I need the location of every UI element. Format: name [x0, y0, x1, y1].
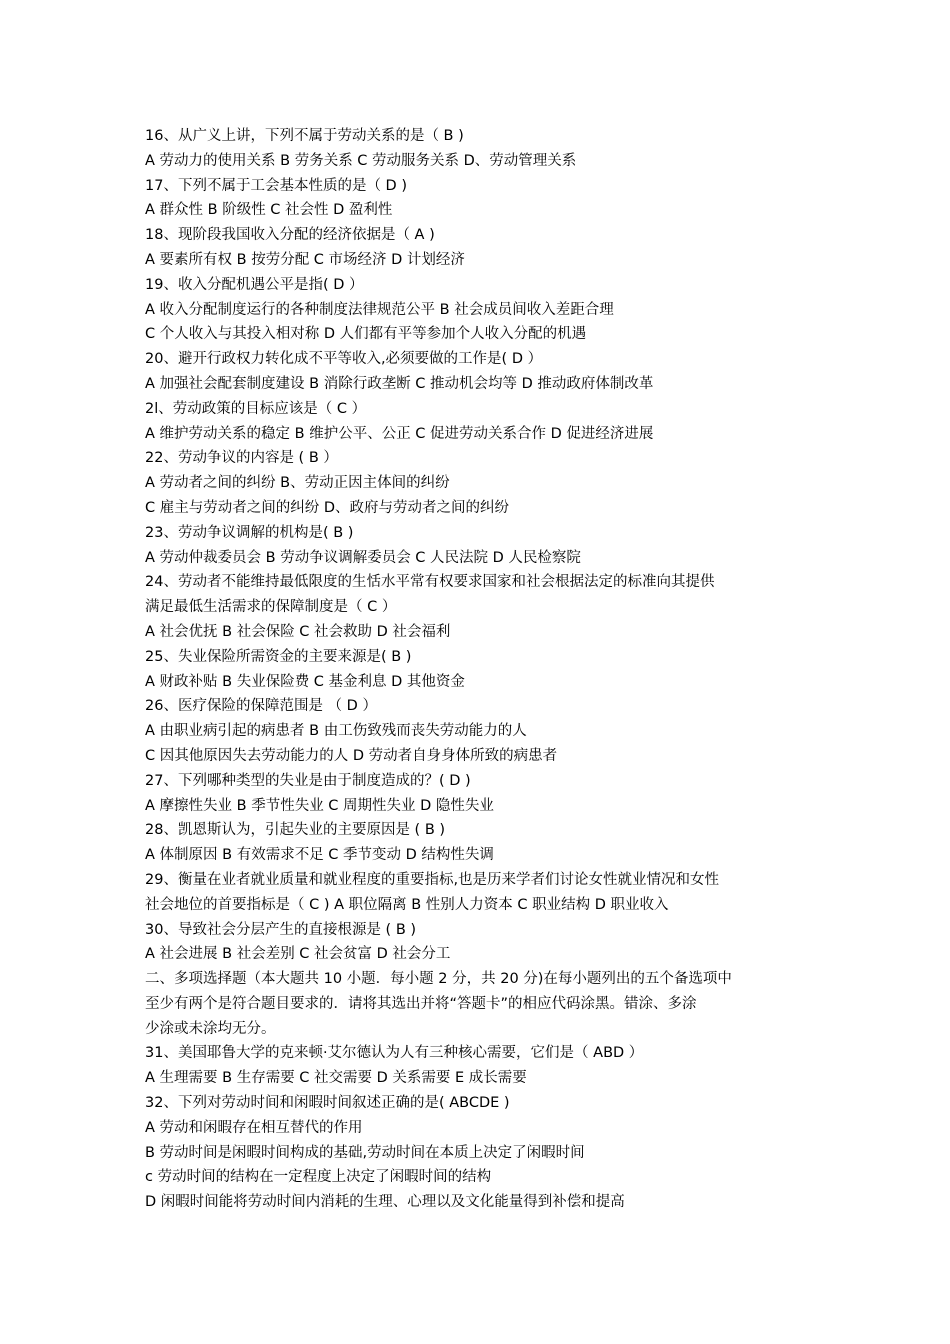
line-30-options: A 社会进展 B 社会差别 C 社会贫富 D 社会分工	[145, 946, 451, 963]
line-29-question-part1: 29、衡量在业者就业质量和就业程度的重要指标,也是历来学者们讨论女性就业情况和女性	[145, 871, 720, 888]
line-32-option-d: D 闲暇时间能将劳动时间内消耗的生理、心理以及文化能量得到补偿和提高	[145, 1194, 625, 1211]
line-18-options: A 要素所有权 B 按劳分配 C 市场经济 D 计划经济	[145, 251, 465, 268]
line-32-option-a: A 劳动和闲暇存在相互替代的作用	[145, 1119, 363, 1136]
line-26-options-a: A 由职业病引起的病患者 B 由工伤致残而丧失劳动能力的人	[145, 723, 527, 740]
line-16-options: A 劳动力的使用关系 B 劳务关系 C 劳动服务关系 D、劳动管理关系	[145, 152, 577, 169]
line-25-question: 25、失业保险所需资金的主要来源是( B )	[145, 648, 412, 665]
line-31-question: 31、美国耶鲁大学的克来顿·艾尔德认为人有三种核心需要，它们是（ ABD ）	[145, 1045, 644, 1062]
line-26-options-c: C 因其他原因失去劳动能力的人 D 劳动者自身身体所致的病患者	[145, 747, 558, 764]
line-21-question: 2l、劳动政策的目标应该是（ C ）	[145, 400, 367, 417]
line-23-options: A 劳动仲裁委员会 B 劳动争议调解委员会 C 人民法院 D 人民检察院	[145, 549, 581, 566]
line-28-question: 28、凯恩斯认为，引起失业的主要原因是 ( B )	[145, 822, 446, 839]
line-17-question: 17、下列不属于工会基本性质的是（ D )	[145, 177, 407, 194]
line-32-option-b: B 劳动时间是闲暇时间构成的基础,劳动时间在本质上决定了闲暇时间	[145, 1144, 585, 1161]
line-32-option-c: c 劳动时间的结构在一定程度上决定了闲暇时间的结构	[145, 1169, 492, 1186]
line-26-question: 26、医疗保险的保障范围是 （ D ）	[145, 698, 377, 715]
line-23-question: 23、劳动争议调解的机构是( B )	[145, 524, 354, 541]
line-24-question-part1: 24、劳动者不能维持最低限度的生恬水平常有权要求国家和社会根据法定的标准向其提供	[145, 574, 715, 591]
line-30-question: 30、导致社会分层产生的直接根源是 ( B )	[145, 921, 417, 938]
line-22-options-a: A 劳动者之间的纠纷 B、劳动正因主体间的纠纷	[145, 475, 450, 492]
section-2-heading-part1: 二、多项选择题（本大题共 10 小题．每小题 2 分，共 20 分)在每小题列出的五个备选项中	[145, 971, 732, 988]
line-24-options: A 社会优抚 B 社会保险 C 社会救助 D 社会福利	[145, 623, 451, 640]
line-19-question: 19、收入分配机遇公平是指( D ）	[145, 276, 364, 293]
line-29-question-part2: 社会地位的首要指标是（ C ) A 职位隔离 B 性别人力资本 C 职业结构 D 职业收入	[145, 896, 669, 913]
line-16-question: 16、从广义上讲，下列不属于劳动关系的是（ B )	[145, 128, 464, 144]
section-2-heading-part3: 少涂或未涂均无分。	[145, 1020, 276, 1037]
line-24-question-part2: 满足最低生活需求的保障制度是（ C ）	[145, 599, 397, 616]
line-21-options: A 维护劳动关系的稳定 B 维护公平、公正 C 促进劳动关系合作 D 促进经济进展	[145, 425, 654, 442]
line-18-question: 18、现阶段我国收入分配的经济依据是（ A )	[145, 227, 435, 244]
line-17-options: A 群众性 B 阶级性 C 社会性 D 盈利性	[145, 202, 393, 219]
line-19-options-c: C 个人收入与其投入相对称 D 人们都有平等参加个人收入分配的机遇	[145, 326, 587, 343]
line-28-options: A 体制原因 B 有效需求不足 C 季节变动 D 结构性失调	[145, 847, 494, 864]
line-27-question: 27、下列哪种类型的失业是由于制度造成的？( D )	[145, 772, 471, 789]
line-27-options: A 摩擦性失业 B 季节性失业 C 周期性失业 D 隐性失业	[145, 797, 494, 814]
line-31-options: A 生理需要 B 生存需要 C 社交需要 D 关系需要 E 成长需要	[145, 1070, 527, 1087]
line-25-options: A 财政补贴 B 失业保险费 C 基金利息 D 其他资金	[145, 673, 465, 690]
section-2-heading-part2: 至少有两个是符合题目要求的．请将其选出并将“答题卡”的相应代码涂黑。错涂、多涂	[145, 995, 697, 1012]
document-body	[145, 124, 810, 1215]
line-22-options-c: C 雇主与劳动者之间的纠纷 D、政府与劳动者之间的纠纷	[145, 499, 510, 516]
line-32-question: 32、下列对劳动时间和闲暇时间叙述正确的是( ABCDE )	[145, 1095, 510, 1112]
line-22-question: 22、劳动争议的内容是 ( B ）	[145, 450, 338, 467]
line-20-question: 20、避开行政权力转化成不平等收入,必须要做的工作是( D ）	[145, 351, 543, 368]
line-20-options: A 加强社会配套制度建设 B 消除行政垄断 C 推动机会均等 D 推动政府体制改革	[145, 375, 654, 392]
line-19-options-a: A 收入分配制度运行的各种制度法律规范公平 B 社会成员间收入差距合理	[145, 301, 614, 318]
